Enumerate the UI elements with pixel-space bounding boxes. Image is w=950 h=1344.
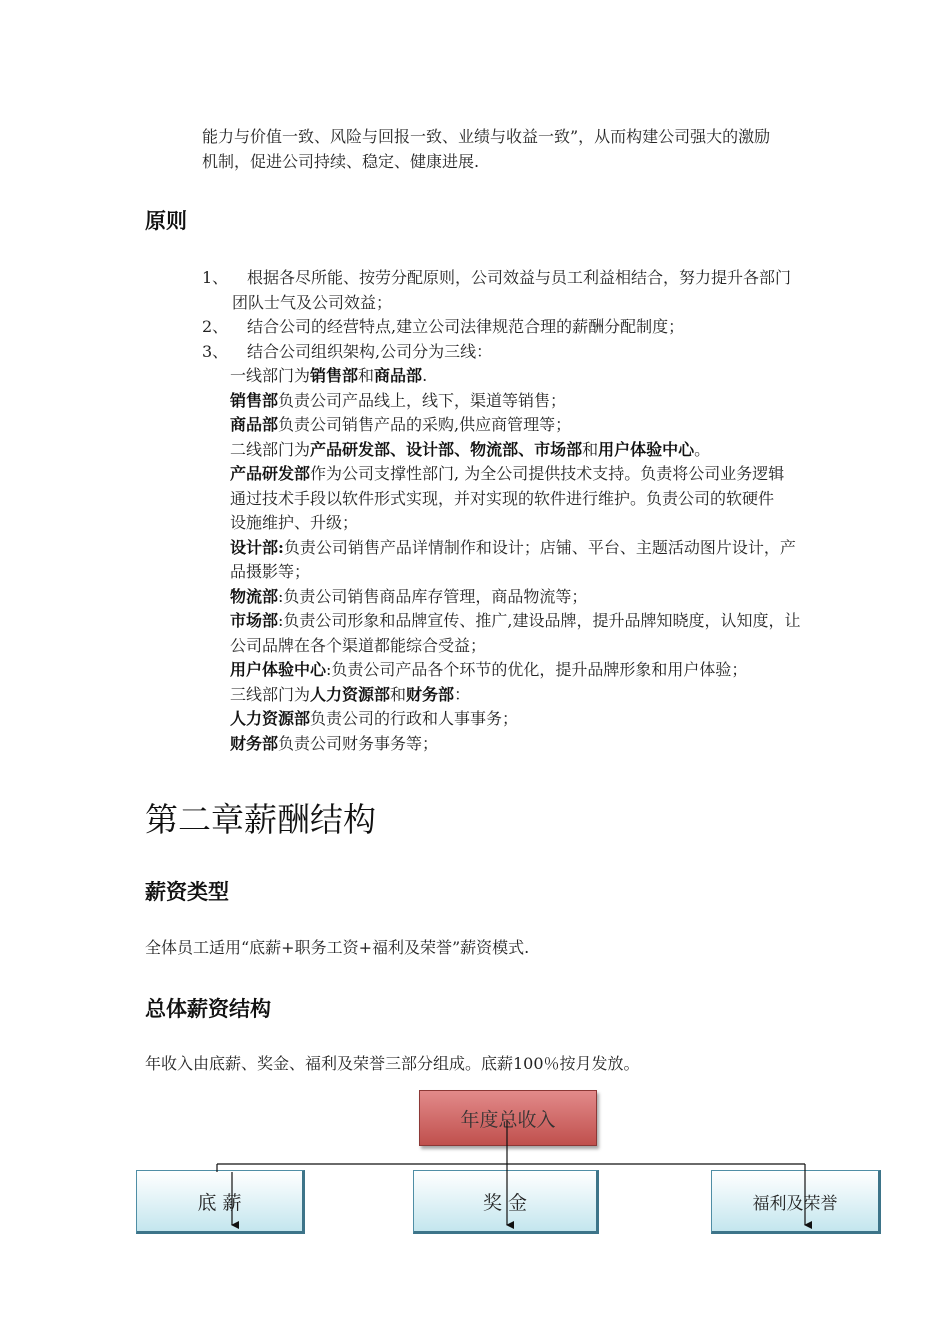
finance-dept: 财务部负责公司财务事务等； bbox=[230, 733, 439, 753]
market-dept: 市场部:负责公司形象和品牌宣传、推广,建设品牌，提升品牌知晓度，认知度，让 公司品牌在各个渠道都能综合受益； bbox=[230, 611, 801, 655]
welfare-honor-box: 福利及荣誉 bbox=[711, 1170, 881, 1234]
intro-paragraph bbox=[202, 125, 892, 174]
sales-dept: 销售部负责公司产品线上，线下，渠道等销售； bbox=[230, 390, 567, 410]
principle-3-line-1: 结合公司组织架构,公司分为三线： bbox=[247, 341, 493, 361]
logistics-dept: 物流部:负责公司销售商品库存管理，商品物流等； bbox=[230, 586, 588, 606]
overall-structure-text: 年收入由底薪、奖金、福利及荣誉三部分组成。底薪100％按月发放。 bbox=[145, 1054, 640, 1073]
second-line-departments: 二线部门为产品研发部、设计部、物流部、市场部和用户体验中心。 bbox=[230, 439, 711, 459]
hr-dept: 人力资源部负责公司的行政和人事事务； bbox=[230, 709, 519, 728]
chapter-title: 第二章薪酬结构 bbox=[145, 800, 376, 839]
ux-dept: 用户体验中心:负责公司产品各个环节的优化，提升品牌形象和用户体验； bbox=[230, 660, 748, 679]
principles-heading: 原则 bbox=[145, 209, 187, 233]
principles-list bbox=[202, 266, 892, 364]
salary-type-text: 全体员工适用“底薪+职务工资+福利及荣誉”薪资模式. bbox=[145, 938, 530, 957]
design-dept: 设计部:负责公司销售产品详情制作和设计；店铺、平台、主题活动图片设计，产 品摄影等； bbox=[230, 537, 796, 581]
salary-type-heading: 薪资类型 bbox=[145, 880, 229, 904]
principle-item-2 bbox=[202, 315, 892, 340]
principle-item-3 bbox=[202, 340, 892, 365]
bonus-box: 奖 金 bbox=[413, 1170, 599, 1234]
rd-dept: 产品研发部作为公司支撑性部门, 为全公司提供技术支持。负责将公司业务逻辑 通过技术手段以软件形式实现，并对实现的软件进行维护。负责公司的软硬件 设施维护、升级； bbox=[230, 464, 785, 532]
principle-num-1: 1、 bbox=[202, 268, 229, 287]
third-line-departments: 三线部门为人力资源部和财务部： bbox=[230, 684, 471, 704]
principle-item-1 bbox=[202, 266, 892, 315]
goods-dept: 商品部负责公司销售产品的采购,供应商管理等； bbox=[230, 415, 572, 434]
departments-block bbox=[230, 364, 885, 756]
base-salary-box: 底 薪 bbox=[136, 1170, 305, 1234]
principle-num-2: 2、 bbox=[202, 317, 229, 336]
principle-2-line-1: 结合公司的经营特点,建立公司法律规范合理的薪酬分配制度； bbox=[247, 317, 685, 336]
first-line-departments: 一线部门为销售部和商品部. bbox=[230, 366, 428, 385]
principle-1-line-2: 团队士气及公司效益； bbox=[232, 292, 393, 312]
annual-income-box: 年度总收入 bbox=[419, 1090, 597, 1146]
principle-1-line-1: 根据各尽所能、按劳分配原则，公司效益与员工利益相结合，努力提升各部门 bbox=[247, 268, 792, 287]
intro-line-2: 机制，促进公司持续、稳定、健康进展. bbox=[202, 151, 480, 171]
intro-line-1: 能力与价值一致、风险与回报一致、业绩与收益一致”，从而构建公司强大的激励 bbox=[202, 127, 771, 146]
overall-structure-heading: 总体薪资结构 bbox=[145, 997, 271, 1021]
principle-num-3: 3、 bbox=[202, 341, 229, 361]
